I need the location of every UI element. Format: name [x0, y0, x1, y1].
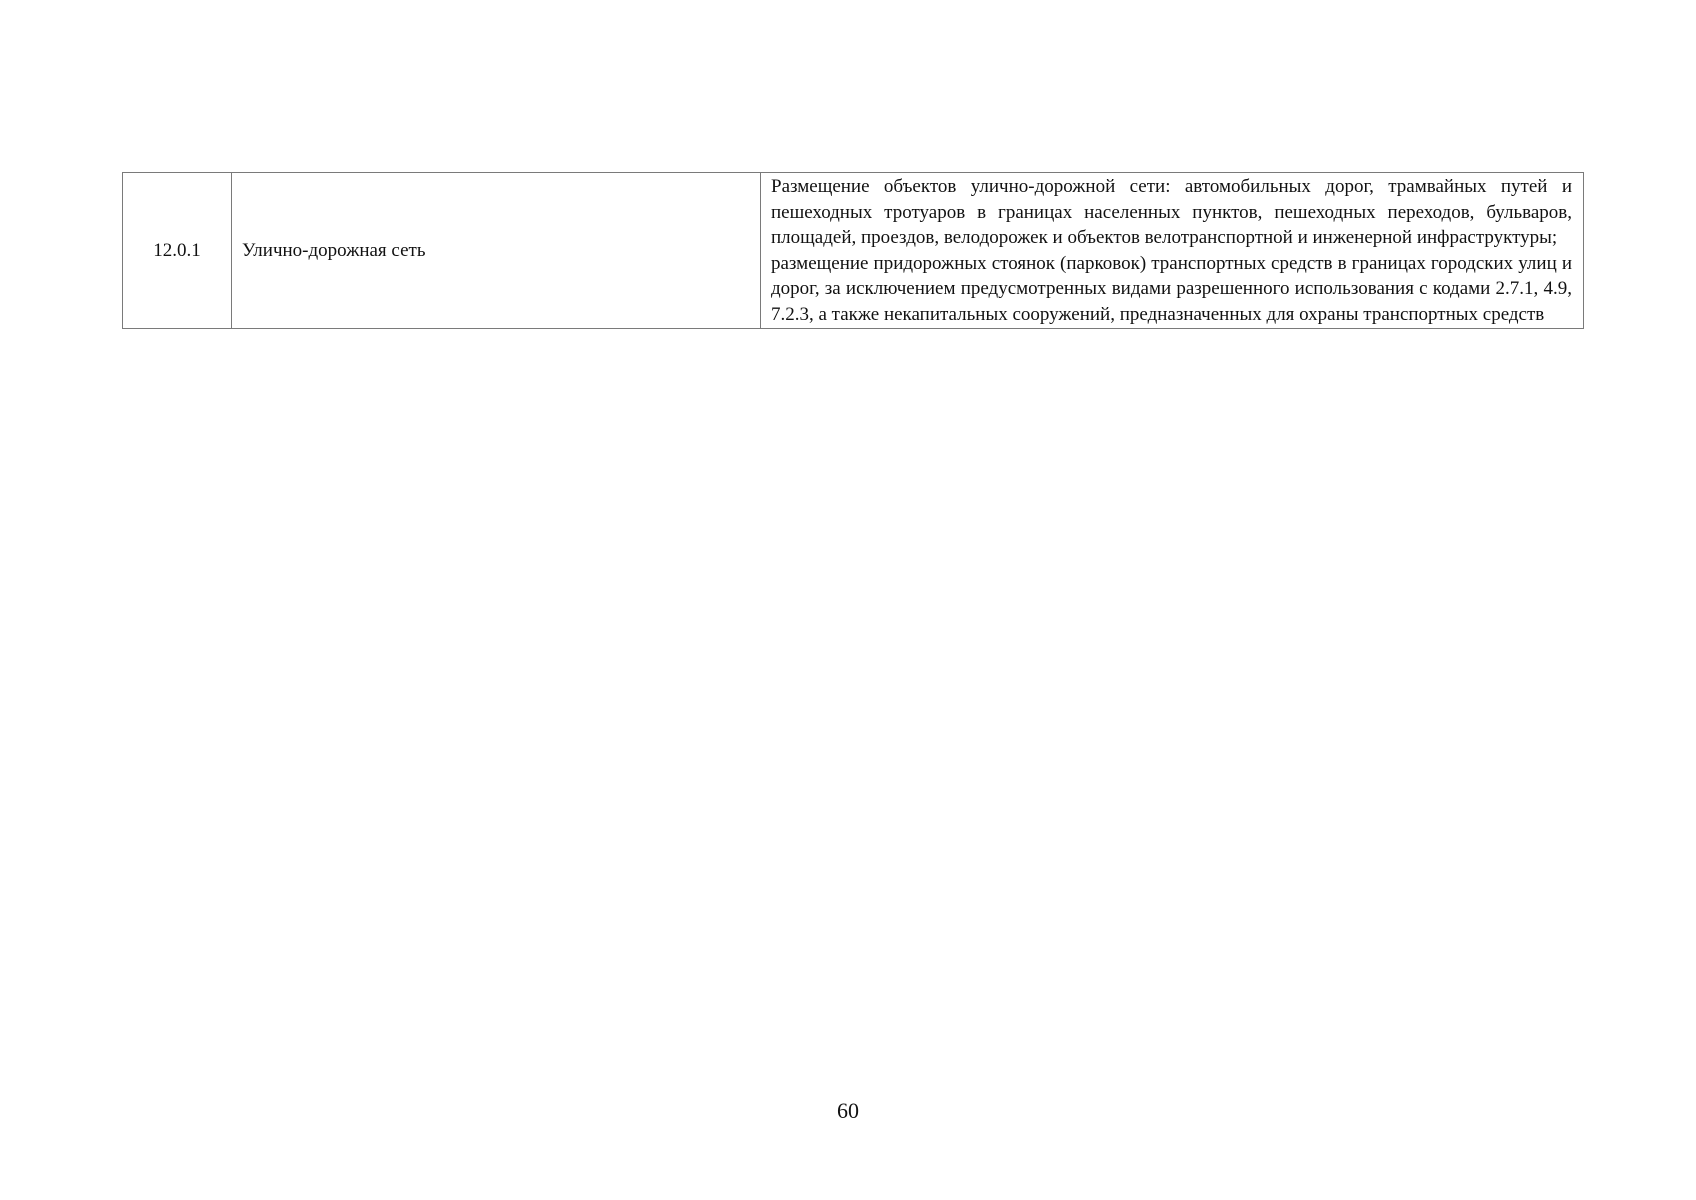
land-use-table [122, 172, 1584, 329]
table-row [123, 173, 1584, 329]
use-name-cell: Улично-дорожная сеть [232, 173, 761, 329]
page-number: 60 [837, 1098, 859, 1123]
description-paragraph: размещение придорожных стоянок (парковок) транспортных средств в границах городских улиц и дорог, за исключением предусмотренных видами разрешенного использования с кодами 2.7.1, 4.9, 7.2.3, а также некапитальных сооружений, предназначенных для охраны транспортных средств [771, 252, 1572, 325]
use-description-cell [761, 173, 1584, 329]
use-code-cell: 12.0.1 [123, 173, 232, 329]
description-paragraph: Размещение объектов улично-дорожной сети: автомобильных дорог, трамвайных путей и пешеходных тротуаров в границах населенных пунктов, пешеходных переходов, бульваров, площадей, проездов, велодорожек и объектов велотранспортной и инженерной инфраструктуры; [771, 176, 1572, 248]
